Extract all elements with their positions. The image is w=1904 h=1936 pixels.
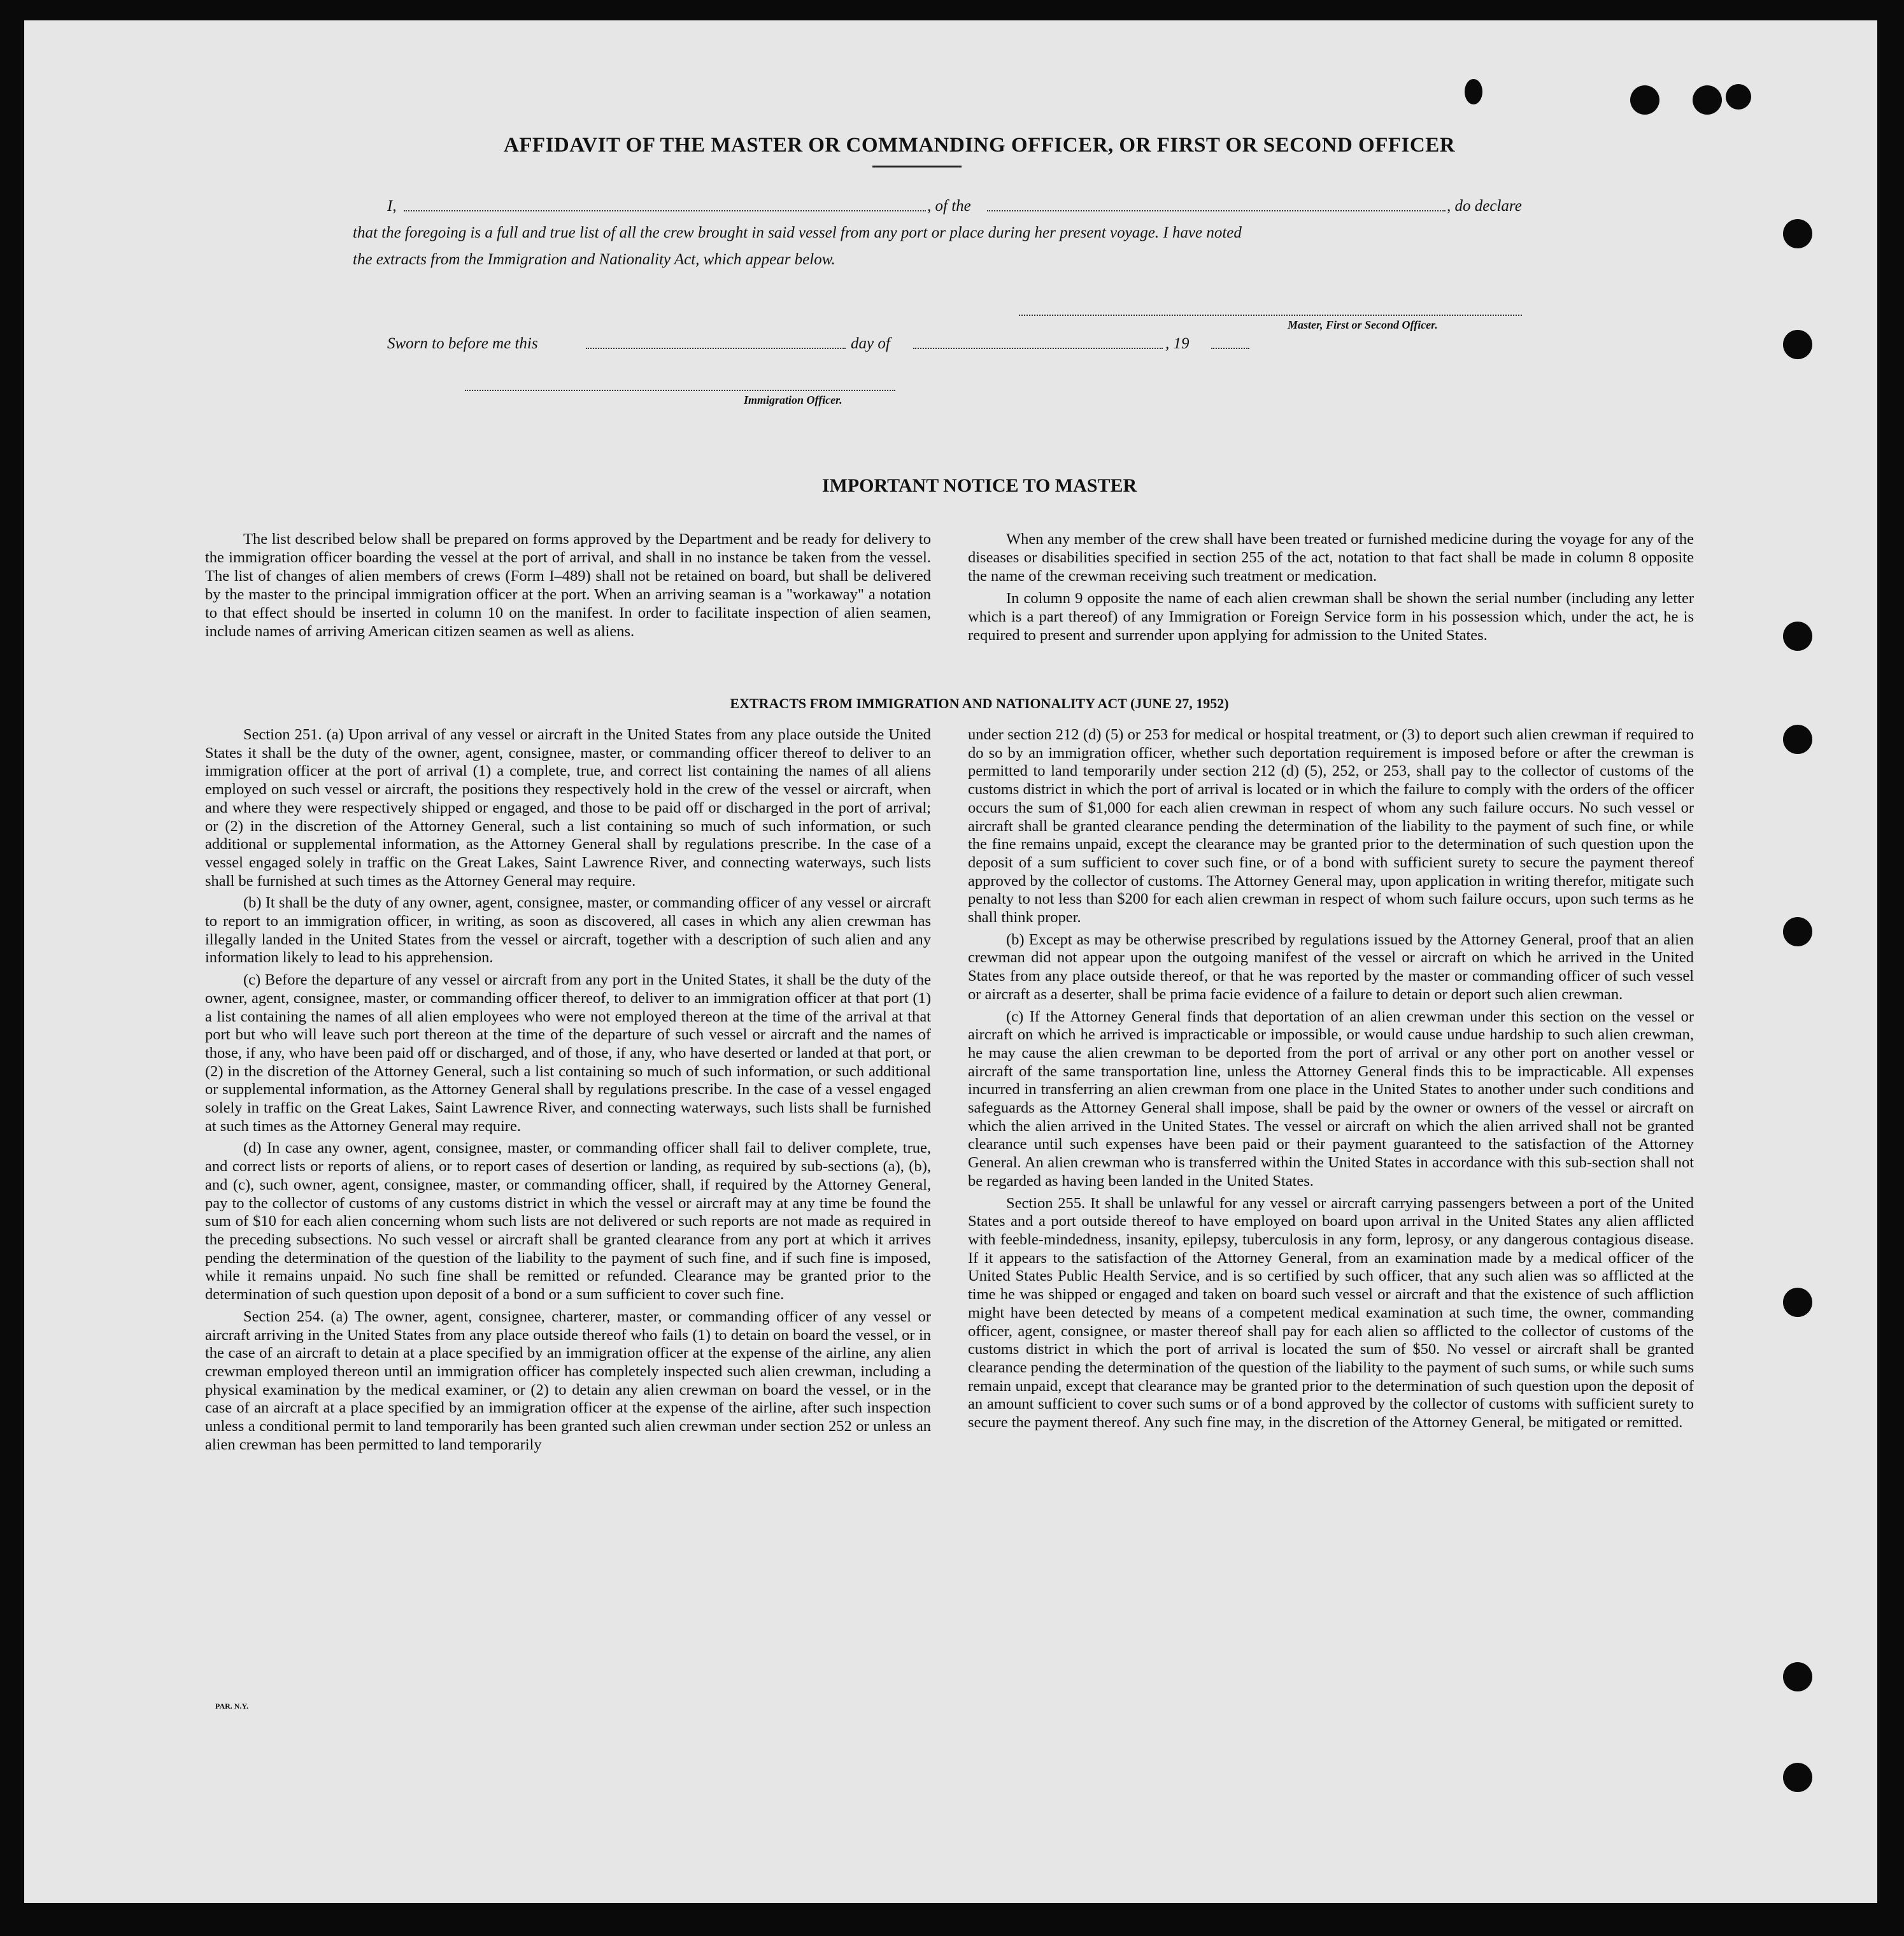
punch-hole — [1783, 622, 1812, 651]
form-page — [24, 20, 1877, 1903]
section-paragraph: under section 212 (d) (5) or 253 for medical or hospital treatment, or (3) to deport such alien crewman if required to do so by an immigration officer, whether such deportation requirement is imposed before or after the crewman is permitted to land temporarily under section 212 (d) (5), 252, or 253, shall pay to the collector of customs of the customs district in which the port of arrival is located or in which the failure to comply with the orders of the officer occurs the sum of $1,000 for each alien crewman in respect of whom any such failure occurs. No such vessel or aircraft shall be granted clearance pending the determination of the liability to the payment of such fine, or while the fine remains unpaid, except the clearance may be granted prior to the determination of such question upon the deposit of a sum sufficient to cover such fine, or of a bond with sufficient surety to secure the payment thereof approved by the collector of customs. The Attorney General may, upon application in writing therefor, mitigate such penalty to not less than $200 for each alien crewman in respect of whom such failure occurs, upon such terms as he shall think proper. — [968, 726, 1694, 927]
section-paragraph: Section 251. (a) Upon arrival of any vessel or aircraft in the United States from any place outside the United States it shall be the duty of the owner, agent, consignee, master, or commanding officer thereof to deliver to an immigration officer at the port of arrival (1) a complete, true, and correct list containing the names of all aliens employed on such vessel or aircraft, the positions they respectively hold in the crew of the vessel or aircraft, when and where they were respectively shipped or engaged, and those to be paid off or discharged in the port of arrival; or (2) in the discretion of the Attorney General, such a list containing so much of such information, or such additional or supplemental information, as the Attorney General shall by regulations prescribe. In the case of a vessel engaged solely in traffic on the Great Lakes, Saint Lawrence River, and connecting waterways, such lists shall be furnished at such times as the Attorney General may require. — [205, 726, 931, 890]
notice-paragraph: When any member of the crew shall have been treated or furnished medicine during the voyage for any of the diseases or disabilities specified in section 255 of the act, notation to that fact shall be made in column 8 opposite the name of the crewman receiving such treatment or medication. — [968, 530, 1694, 585]
section-paragraph: (d) In case any owner, agent, consignee, master, or commanding officer shall fail to deliver complete, true, and correct lists or reports of aliens, or to report cases of desertion or landing, as required by sub-sections (a), (b), and (c), such owner, agent, consignee, master, or commanding officer, shall, if required by the Attorney General, pay to the collector of customs of any customs district in which the vessel or aircraft may at any time be found the sum of $10 for each alien concerning whom such lists are not delivered or such reports are not made as required in the preceding subsections. No such vessel or aircraft shall be granted clearance from any port at which it arrives pending the determination of the question of the liability to the payment of such fine, and if such fine is imposed, while it remains unpaid. No such fine shall be remitted or refunded. Clearance may be granted prior to the determination of such question upon deposit of a bond or a sum sufficient to cover such fine. — [205, 1139, 931, 1304]
punch-hole — [1783, 219, 1812, 248]
notice-title: IMPORTANT NOTICE TO MASTER — [821, 475, 1137, 496]
declarant-label: I, — [387, 197, 397, 215]
declaration-line-3: the extracts from the Immigration and Nationality Act, which appear below. — [353, 251, 835, 268]
vessel-name-field[interactable] — [987, 210, 1446, 211]
master-signature-field[interactable] — [1019, 315, 1522, 316]
declaration-line-2: that the foregoing is a full and true list of all the crew brought in said vessel from any port or place during her present voyage. I have noted — [353, 224, 1242, 241]
notice-left-column — [205, 530, 931, 641]
master-signature-label: Master, First or Second Officer. — [1288, 318, 1438, 331]
punch-hole — [1783, 330, 1812, 359]
section-paragraph: Section 254. (a) The owner, agent, consignee, charterer, master, or commanding officer of any vessel or aircraft arriving in the United States from any place outside thereof who fails (1) to detain on board the vessel, or in the case of an aircraft to detain at a place specified by an immigration officer at the expense of the airline, any alien crewman employed thereon until an immigration officer has completely inspected such alien crewman, including a physical examination by the medical examiner, or (2) to detain any alien crewman on board the vessel, or in the case of an aircraft at a place specified by an immigration officer at the expense of the airline, after such inspection unless a conditional permit to land temporarily has been granted such alien crewman under section 252 or unless an alien crewman has been permitted to land temporarily — [205, 1307, 931, 1453]
vessel-label: , of the — [927, 197, 971, 215]
sworn-day-field[interactable] — [586, 348, 846, 349]
punch-hole — [1783, 1662, 1812, 1691]
sworn-month-field[interactable] — [913, 348, 1163, 349]
sworn-year-field[interactable] — [1211, 348, 1249, 349]
section-paragraph: (b) It shall be the duty of any owner, agent, consignee, master, or commanding officer of any vessel or aircraft to report to an immigration officer, in writing, as soon as discovered, all cases in which any alien crewman has illegally landed in the United States from the vessel or aircraft, together with a description of such alien and any information likely to lead to his apprehension. — [205, 894, 931, 967]
extracts-title: EXTRACTS FROM IMMIGRATION AND NATIONALITY ACT (JUNE 27, 1952) — [730, 695, 1229, 711]
section-paragraph: (b) Except as may be otherwise prescribed by regulations issued by the Attorney General, proof that an alien crewman did not appear upon the outgoing manifest of the vessel or aircraft on which he arrived in the United States from any place outside thereof, or that he was reported by the master or commanding officer of such vessel or aircraft as a deserter, shall be prima facie evidence of a failure to detain or deport such alien crewman. — [968, 930, 1694, 1003]
punch-hole — [1783, 1763, 1812, 1792]
notice-paragraph: The list described below shall be prepared on forms approved by the Department and be ready for delivery to the immigration officer boarding the vessel at the port of arrival, and shall in no instance be taken from the vessel. The list of changes of alien members of crews (Form I–489) shall not be retained on board, but shall be delivered by the master to the principal immigration officer at the port. When an arriving seaman is a "workaway" a notation to that effect should be inserted in column 10 on the manifest. In order to facilitate inspection of alien seamen, include names of arriving American citizen seamen as well as aliens. — [205, 530, 931, 640]
printer-mark: PAR. N.Y. — [215, 1702, 249, 1711]
punch-hole — [1783, 1288, 1812, 1317]
section-paragraph: (c) Before the departure of any vessel or aircraft from any port in the United States, it shall be the duty of the owner, agent, consignee, master, or commanding officer thereof, to deliver to an immigration officer at that port (1) a list containing the names of all alien employees who were not employed thereon at the time of the arrival at that port but who will leave such port thereon at the time of the departure of such vessel or aircraft and the names of those, if any, who have been paid off or discharged, and of those, if any, who have deserted or landed at that port, or (2) in the discretion of the Attorney General, such a list containing so much of such information, or such additional or supplemental information, as the Attorney General shall by regulations prescribe. In the case of a vessel engaged solely in traffic on the Great Lakes, Saint Lawrence River, and connecting waterways, such lists shall be furnished at such times as the Attorney General may require. — [205, 971, 931, 1135]
immigration-officer-signature-field[interactable] — [465, 390, 895, 391]
section-paragraph: (c) If the Attorney General finds that deportation of an alien crewman under this section on the vessel or aircraft on which he arrived is impracticable or impossible, or would cause undue hardship to such alien crewman, he may cause the alien crewman to be deported from the port of arrival or any other port on another vessel or aircraft of the same transportation line, unless the Attorney General finds this to be impracticable. All expenses incurred in transferring an alien crewman from one place in the United States to another under such conditions and safeguards as the Attorney General shall impose, shall be paid by the owner or owners of the vessel or aircraft on which the alien arrived in the United States. The vessel or aircraft on which the alien arrived shall not be granted clearance until such expenses have been paid or their payment guaranteed to the satisfaction of the Attorney General. An alien crewman who is transferred within the United States in accordance with this sub-section shall not be regarded as having been landed in the United States. — [968, 1007, 1694, 1190]
sworn-year-label: , 19 — [1165, 335, 1190, 352]
extracts-left-column — [205, 726, 931, 1454]
notice-paragraph: In column 9 opposite the name of each alien crewman shall be shown the serial number (including any letter which is a part thereof) of any Immigration or Foreign Service form in his possession which, under the act, he is required to present and surrender upon applying for admission to the United States. — [968, 590, 1694, 644]
title-rule — [872, 166, 962, 167]
extracts-right-column — [968, 726, 1694, 1432]
immigration-officer-label: Immigration Officer. — [744, 394, 842, 406]
declarant-name-field[interactable] — [404, 210, 926, 211]
punch-hole — [1783, 917, 1812, 946]
ink-mark — [1465, 79, 1482, 104]
punch-hole — [1630, 85, 1659, 115]
affidavit-title: AFFIDAVIT OF THE MASTER OR COMMANDING OFFICER, OR FIRST OR SECOND OFFICER — [503, 134, 1456, 157]
section-paragraph: Section 255. It shall be unlawful for any vessel or aircraft carrying passengers between a port of the United States and a port outside thereof to have employed on board upon arrival in the United States any alien afflicted with feeble-mindedness, insanity, epilepsy, tuberculosis in any form, leprosy, or any dangerous contagious disease. If it appears to the satisfaction of the Attorney General, from an examination made by a medical officer of the United States Public Health Service, and is so certified by such officer, that any such alien was so afflicted at the time he was shipped or engaged and taken on board such vessel or aircraft and that the existence of such affliction might have been detected by means of a competent medical examination at such time, the owner, commanding officer, agent, consignee, or master thereof shall pay for each alien so afflicted to the collector of customs of the customs district in which the port of arrival is located the sum of $50. No vessel or aircraft shall be granted clearance pending the determination of the question of the liability to the payment of such sums, or while such sums remain unpaid, except that clearance may be granted prior to the determination of such question upon the deposit of an amount sufficient to cover such sums or of a bond approved by the collector of customs with sufficient surety to secure the payment thereof. Any such fine may, in the discretion of the Attorney General, be mitigated or remitted. — [968, 1194, 1694, 1432]
punch-hole — [1726, 84, 1751, 110]
notice-right-column — [968, 530, 1694, 644]
declare-label: , do declare — [1447, 197, 1522, 215]
sworn-day-label: day of — [851, 335, 890, 352]
punch-hole — [1693, 85, 1722, 115]
sworn-label: Sworn to before me this — [387, 335, 538, 352]
punch-hole — [1783, 725, 1812, 754]
